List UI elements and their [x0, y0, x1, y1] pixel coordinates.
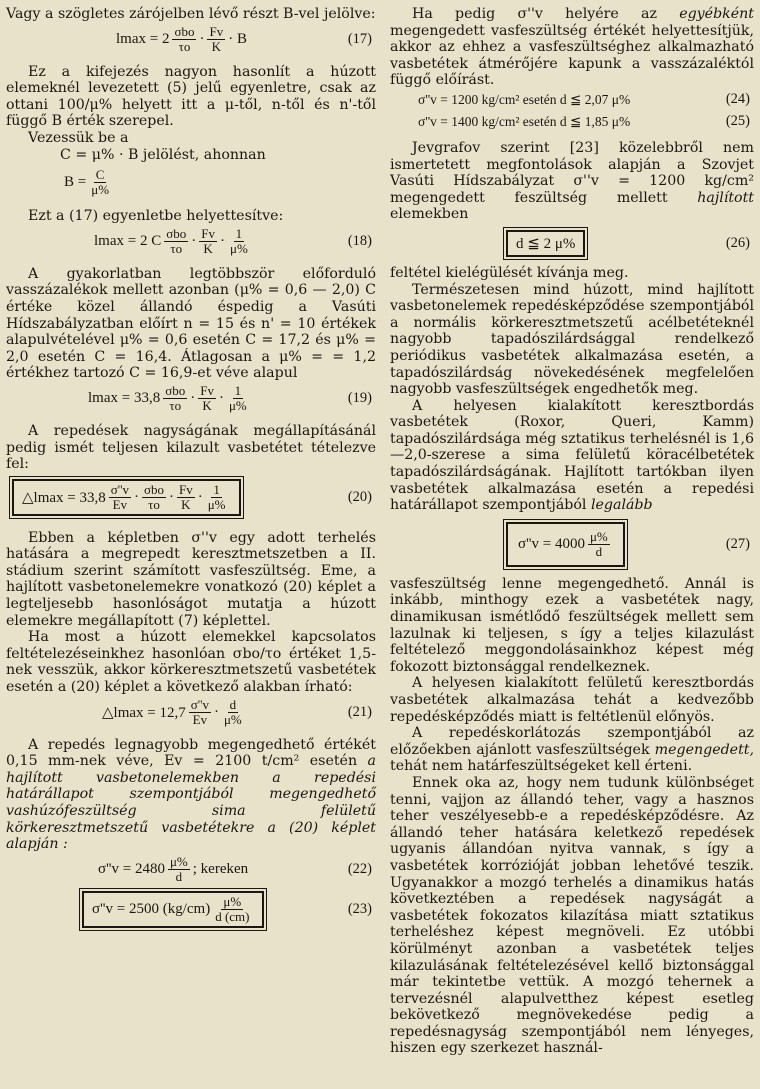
frac-num: μ%	[589, 529, 608, 545]
text-run: Ha pedig σ''v helyére az	[412, 6, 680, 22]
eq-lhs: lmax = 2 C	[94, 233, 162, 250]
frac-num: Fv	[200, 383, 214, 399]
eq-lhs: △lmax = 12,7	[102, 705, 186, 722]
eq-lhs: σ''v = 2480	[98, 861, 165, 878]
equation-number: (19)	[347, 390, 372, 407]
eq-text: σ''v = 1200 kg/cm² esetén d ≦ 2,07 μ%	[418, 91, 631, 107]
emphasis: a hajlított vasbetonelemekben a repedési határállapot szempontjából megengedhető vashúzófeszültség sima felületű körkeresztmetszetű vasbetétekre a (20) képlet alapján :	[6, 753, 376, 853]
frac-num: σbo	[166, 226, 187, 242]
text-run: A repedés legnagyobb megengedhető értékét 0,15 mm-nek véve, Ev = 2100 t/cm² esetén	[6, 736, 376, 770]
frac-num: σbo	[165, 383, 186, 399]
frac-num: d	[229, 697, 237, 713]
text-run: megengedett vasfeszültség értékét helyettesítjük, akkor az ehhez a vasfeszültséghez alkalmazható vasbetétek átmérőjére kapunk a vasszázaléktól függő előírást.	[390, 22, 754, 89]
frac-num: 1	[234, 383, 242, 399]
frac-den: μ%	[228, 398, 247, 414]
text-run: A helyesen kialakított keresztbordás vasbetétek (Roxor, Queri, Kamm) tapadószilárdsága még sztatikus terhelésnél is 1,6—2,0-szerese a sima felületű köracélbetétek tapadószilárdságának. Hajlított tartókban ilyen vasbetétek alkalmazása esetén a repedési határállapot szempontjából	[390, 397, 754, 514]
boxed-formula: △lmax = 33,8 $\frac{\sigma''v}{Ev}$ · $\frac{\text{σbo}}{\tau o}$ · $\frac{Fv}{K}$ · $\frac{1}{\mu\%}$	[12, 479, 241, 516]
paragraph: Ez a kifejezés nagyon hasonlít a húzott elemeknél levezetett (5) jelű egyenletre, csak az ottani 100/μ% helyett itt a μ-től, n-től és n'-től függő B érték szerepel.	[6, 63, 376, 130]
boxed-formula	[82, 891, 264, 928]
frac-den: d (cm)	[215, 909, 250, 925]
frac-den: d	[595, 544, 603, 560]
paragraph: Ennek oka az, hogy nem tudunk különbséget tenni, vajjon az állandó teher, vagy a hasznos teher veszélyesebb-e a repedésképződésre. Az állandó teher hatására keletkező repedések ugyanis állandóan nyitva vannak, s így a vasbetétek korrózióját jobban lehetővé teszik. Ugyanakkor a mozgó terhelés a dinamikus hatás következtében a repedések nagyságát a vasbetétek fokozatos kilazítása miatt sztatikus terheléshez képest megnöveli. Ez utóbbi körülményt azonban a vasbetétek teljes kilazulásának feltételezésével kellő biztonsággal már tekintetbe vettük. A mozgó tehernek a tervezésnél alapulvetthez képest esetleg bekövetkező megnövekedése pedig a repedésnagyság szempontjából nem lényeges, hiszen egy szerkezet használ-	[390, 774, 754, 1057]
equation-number: (20)	[347, 489, 372, 506]
paragraph: Vezessük be a	[28, 129, 129, 146]
paragraph: C = μ% · B jelölést, ahonnan	[60, 146, 266, 163]
equation-number: (25)	[725, 113, 750, 130]
equation-23	[6, 887, 376, 933]
frac-den: K	[203, 241, 213, 257]
paragraph: A gyakorlatban legtöbbször előforduló vasszázalékok mellett azonban (μ% = 0,6 — 2,0) C értéke közel állandó éspedig a Vasúti Hídszabályzatban előírt n = 15 és n' = 10 értékek alapulvételével μ% = 0,6 esetén C = 17,2 és μ% = 2,0 esetén C = 16,4. Átlagosan a μ% = = 1,2 értékhez tartozó C = 16,9-et véve alapul	[6, 265, 376, 382]
equation-21: △lmax = 12,7 $\frac{\sigma''v}{Ev}$ · $\frac{d}{\mu\%}$ (21)	[6, 696, 376, 730]
frac-num: σ''v	[110, 482, 129, 498]
text-run: Jevgrafov szerint [23] közelebbről nem ismertetett megfontolások alapján a Szovjet Vasúti Hídszabályzat σ''v = 1200 kg/cm² megengedett feszültség mellett	[390, 139, 754, 206]
frac-den: K	[181, 497, 191, 513]
equation-20	[6, 473, 376, 523]
equation-number: (26)	[725, 235, 750, 252]
eq-tail: ; kereken	[192, 861, 249, 878]
equation-27	[390, 514, 754, 576]
text-run: A repedéskorlátozás szempontjából az előzőekben ajánlott vasfeszültségek	[390, 725, 754, 758]
frac-den: d	[175, 869, 183, 885]
equation-24	[390, 89, 754, 111]
paragraph: A repedések nagyságának megállapításánál pedig ismét teljesen kilazult vasbetétet tételezve fel:	[6, 422, 376, 473]
frac-den: μ%	[91, 181, 110, 197]
equation-22	[6, 853, 376, 887]
equation-b	[6, 163, 376, 201]
text-run: elemekben	[390, 206, 469, 223]
frac-den: τo	[178, 39, 191, 55]
frac-den: τo	[169, 398, 182, 414]
eq-lhs: △lmax = 33,8	[22, 490, 106, 507]
equation-17: lmax = 2 $\frac{\text{σbo}}{\tau o}$ · $\frac{Fv}{K}$ · B (17)	[6, 23, 376, 57]
eq-lhs: σ''v = 4000	[518, 536, 585, 553]
paragraph	[6, 737, 376, 853]
boxed-formula	[506, 522, 625, 567]
emphasis: hajlított	[697, 189, 754, 206]
paragraph	[390, 140, 754, 223]
equation-number: (23)	[347, 901, 372, 918]
frac-num: μ%	[223, 894, 242, 910]
paragraph: A helyesen kialakított felületű keresztbordás vasbetétek alkalmazása tehát a kedvezőbb repedésképződés miatt is feltétlenül előnyös.	[390, 675, 754, 725]
frac-num: Fv	[209, 24, 224, 40]
equation-26	[390, 223, 754, 265]
paragraph	[390, 725, 754, 775]
paragraph	[390, 398, 754, 514]
frac-num: μ%	[169, 854, 188, 870]
eq-lhs: lmax = 33,8	[88, 390, 161, 407]
frac-num: σbo	[174, 24, 195, 40]
frac-num: Fv	[201, 226, 215, 242]
emphasis: megengedett,	[654, 741, 754, 758]
equation-number: (24)	[725, 91, 750, 108]
eq-lhs: B =	[64, 173, 87, 190]
equation-number: (22)	[347, 861, 372, 878]
frac-num: C	[95, 166, 105, 182]
eq-lhs: σ''v = 2500 (kg/cm)	[92, 901, 211, 918]
equation-number: (18)	[347, 233, 372, 250]
paragraph: Ebben a képletben σ''v egy adott terhelés hatására a megrepedt keresztmetszetben a II. stádium szerint számított vasfeszültség. Eme, a hajlított vasbetonelemekre vonatkozó (20) képlet a legteljesebb hasonlóságot mutatja a húzott elemekre megállapított (7) képlettel.	[6, 529, 376, 629]
frac-den: μ%	[229, 241, 248, 257]
equation-number: (17)	[347, 31, 372, 48]
frac-den: K	[211, 39, 222, 55]
equation-25	[390, 111, 754, 133]
paragraph: Természetesen mind húzott, mind hajlított vasbetonelemek repedésképződése szempontjából a normális körkeresztmetszetű acélbetéteknél nagyobb tapadószilárdsággal rendelkező periódikus vasbetétek alkalmazása esetén, a tapadószilárdság növekedésének megfelelően nagyobb vasfeszültségek engedhetők meg.	[390, 281, 754, 398]
frac-num: 1	[213, 482, 220, 498]
emphasis: egyébként	[679, 6, 754, 22]
frac-den: τo	[170, 241, 183, 257]
frac-num: 1	[235, 226, 243, 242]
text-run: tehát nem határfeszültségeket kell érteni.	[390, 758, 693, 775]
frac-num: Fv	[178, 482, 193, 498]
paragraph: vasfeszültség lenne megengedhető. Annál is inkább, minthogy ezek a vasbetétek nagy, dinamikusan ismétlődő feszültségek mellett sem lazulnak ki teljesen, s így a teljes kilazulást feltételező meggondolásainkhoz képest még fokozott biztonsággal rendelkeznek.	[390, 575, 754, 675]
paragraph	[390, 6, 754, 89]
frac-num: σ''v	[190, 697, 209, 713]
eq-text: σ''v = 1400 kg/cm² esetén d ≦ 1,85 μ%	[418, 113, 631, 129]
left-column	[6, 6, 376, 933]
frac-den: μ%	[223, 712, 242, 728]
equation-18: lmax = 2 C $\frac{\text{σbo}}{\tau o}$ · $\frac{Fv}{K}$ · $\frac{1}{\mu\%}$ (18)	[6, 225, 376, 259]
equation-number: (27)	[725, 536, 750, 553]
paragraph: Ha most a húzott elemekkel kapcsolatos feltételezéseinkhez hasonlóan σbo/τo értéket 1,5-nek vesszük, akkor körkeresztmetszetű vasbetétek esetén a (20) képlet a következő alakban írható:	[6, 629, 376, 696]
frac-den: K	[202, 398, 212, 414]
eq-tail: · B	[228, 31, 247, 48]
paragraph: Ezt a (17) egyenletbe helyettesítve:	[28, 208, 284, 225]
right-column	[390, 6, 754, 1057]
frac-num: σbo	[143, 482, 164, 498]
eq-lhs: lmax = 2	[116, 31, 170, 48]
paragraph: Vagy a szögletes zárójelben lévő részt B-vel jelölve:	[6, 6, 376, 22]
frac-den: Ev	[192, 712, 208, 728]
frac-den: τo	[148, 497, 160, 513]
frac-den: Ev	[112, 497, 128, 513]
equation-number: (21)	[347, 704, 372, 721]
frac-den: μ%	[207, 497, 226, 513]
emphasis: legalább	[590, 497, 653, 514]
equation-19: lmax = 33,8 $\frac{\text{σbo}}{\tau o}$ · $\frac{Fv}{K}$ · $\frac{1}{\mu\%}$ (19)	[6, 382, 376, 416]
boxed-formula: d ≦ 2 μ%	[506, 230, 585, 257]
paragraph: feltétel kielégülését kívánja meg.	[390, 264, 629, 281]
